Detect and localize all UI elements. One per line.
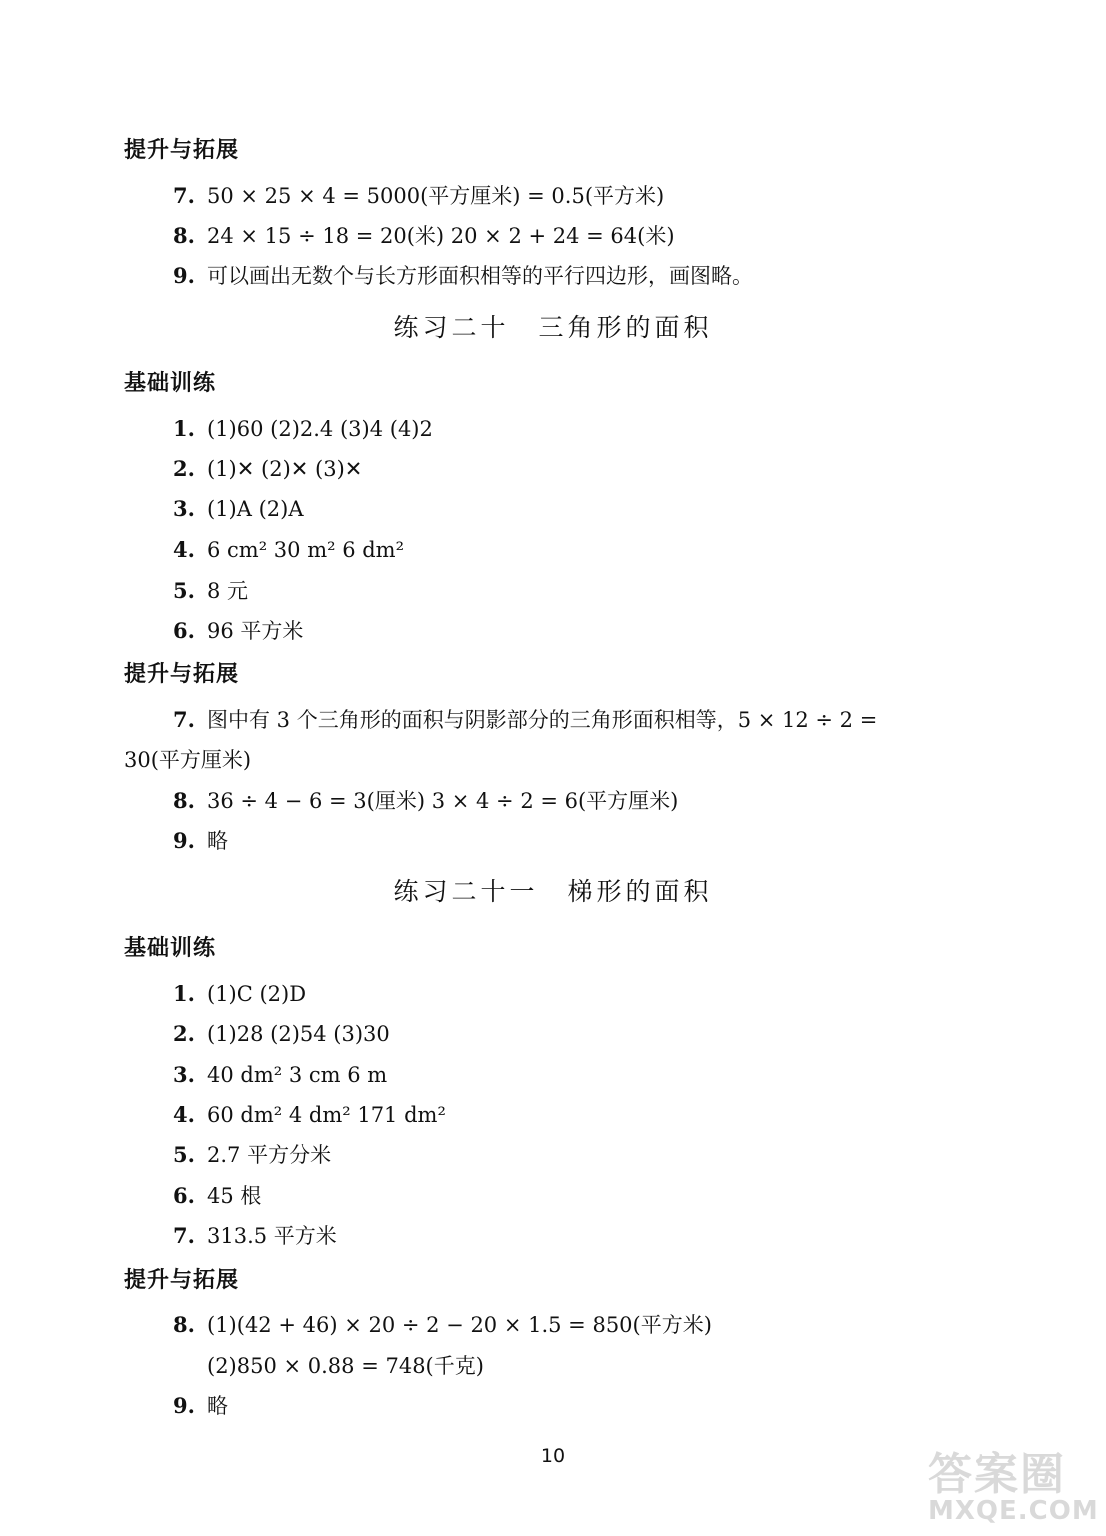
item-text-continuation: (2)850 × 0.88 = 748(千克) bbox=[207, 1354, 484, 1378]
item-number: 7. bbox=[173, 707, 195, 732]
item-text: (1)60 (2)2.4 (3)4 (4)2 bbox=[207, 417, 433, 441]
item-text: 可以画出无数个与长方形面积相等的平行四边形，画图略。 bbox=[207, 264, 753, 288]
item-text: 60 dm² 4 dm² 171 dm² bbox=[207, 1103, 446, 1127]
answer-item bbox=[173, 1061, 387, 1089]
item-number: 3. bbox=[173, 496, 195, 521]
item-text: (1)(42 + 46) × 20 ÷ 2 − 20 × 1.5 = 850(平方米) bbox=[207, 1313, 712, 1337]
answer-item bbox=[173, 706, 877, 734]
exercise-title: 练习二十 三角形的面积 bbox=[393, 313, 713, 342]
item-number: 2. bbox=[173, 456, 195, 481]
answer-item bbox=[173, 827, 228, 855]
item-text: 2.7 平方分米 bbox=[207, 1143, 332, 1167]
section-label-extension: 提升与拓展 bbox=[124, 1268, 240, 1293]
item-text: (1)C (2)D bbox=[207, 982, 307, 1006]
item-number: 7. bbox=[173, 1223, 195, 1248]
answer-item bbox=[173, 536, 404, 564]
answer-item bbox=[173, 222, 675, 250]
answer-item bbox=[173, 495, 304, 523]
section-label-extension: 提升与拓展 bbox=[124, 138, 240, 163]
item-text: 24 × 15 ÷ 18 = 20(米) 20 × 2 + 24 = 64(米) bbox=[207, 224, 675, 248]
answer-item bbox=[173, 1020, 390, 1048]
item-number: 9. bbox=[173, 828, 195, 853]
item-number: 5. bbox=[173, 578, 195, 603]
answer-item bbox=[173, 1392, 228, 1420]
answer-item bbox=[173, 1311, 712, 1339]
answer-item bbox=[173, 415, 433, 443]
item-text: 96 平方米 bbox=[207, 619, 304, 643]
section-label-extension: 提升与拓展 bbox=[124, 662, 240, 687]
watermark-logo bbox=[928, 1438, 1100, 1534]
answer-item bbox=[173, 617, 303, 645]
item-text: 6 cm² 30 m² 6 dm² bbox=[207, 538, 405, 562]
item-text: (1)A (2)A bbox=[207, 497, 304, 521]
item-number: 4. bbox=[173, 537, 195, 562]
answer-item bbox=[173, 1101, 446, 1129]
answer-item bbox=[173, 787, 678, 815]
answer-item bbox=[173, 1182, 261, 1210]
item-number: 2. bbox=[173, 1021, 195, 1046]
answer-item bbox=[173, 455, 362, 483]
item-text: (1)28 (2)54 (3)30 bbox=[207, 1022, 390, 1046]
item-text: 40 dm² 3 cm 6 m bbox=[207, 1063, 388, 1087]
watermark-url: MXQE.COM bbox=[928, 1496, 1099, 1526]
answer-item bbox=[173, 980, 306, 1008]
item-text: 45 根 bbox=[207, 1184, 262, 1208]
item-text: 36 ÷ 4 − 6 = 3(厘米) 3 × 4 ÷ 2 = 6(平方厘米) bbox=[207, 789, 679, 813]
item-number: 6. bbox=[173, 1183, 195, 1208]
item-text-continuation: 30(平方厘米) bbox=[124, 748, 252, 772]
answer-item bbox=[173, 182, 664, 210]
item-number: 8. bbox=[173, 788, 195, 813]
item-number: 7. bbox=[173, 183, 195, 208]
item-number: 8. bbox=[173, 1312, 195, 1337]
item-text: (1)✕ (2)✕ (3)✕ bbox=[207, 457, 363, 481]
item-number: 4. bbox=[173, 1102, 195, 1127]
item-number: 1. bbox=[173, 981, 195, 1006]
section-label-basic: 基础训练 bbox=[124, 371, 217, 396]
exercise-title: 练习二十一 梯形的面积 bbox=[393, 877, 713, 906]
item-number: 3. bbox=[173, 1062, 195, 1087]
answer-item bbox=[173, 1141, 331, 1169]
item-number: 6. bbox=[173, 618, 195, 643]
answer-item bbox=[173, 1222, 337, 1250]
item-number: 9. bbox=[173, 1393, 195, 1418]
item-number: 1. bbox=[173, 416, 195, 441]
item-number: 5. bbox=[173, 1142, 195, 1167]
page-number: 10 bbox=[540, 1445, 566, 1467]
item-number: 9. bbox=[173, 263, 195, 288]
item-text: 8 元 bbox=[207, 579, 249, 603]
item-text: 略 bbox=[207, 1394, 228, 1418]
answer-item bbox=[173, 577, 248, 605]
item-text: 313.5 平方米 bbox=[207, 1224, 337, 1248]
item-text: 图中有 3 个三角形的面积与阴影部分的三角形面积相等，5 × 12 ÷ 2 = bbox=[207, 708, 878, 732]
item-number: 8. bbox=[173, 223, 195, 248]
watermark-text: 答案圈 bbox=[928, 1449, 1066, 1500]
section-label-basic: 基础训练 bbox=[124, 936, 217, 961]
answer-item bbox=[173, 262, 753, 290]
item-text: 50 × 25 × 4 = 5000(平方厘米) = 0.5(平方米) bbox=[207, 184, 665, 208]
item-text: 略 bbox=[207, 829, 228, 853]
